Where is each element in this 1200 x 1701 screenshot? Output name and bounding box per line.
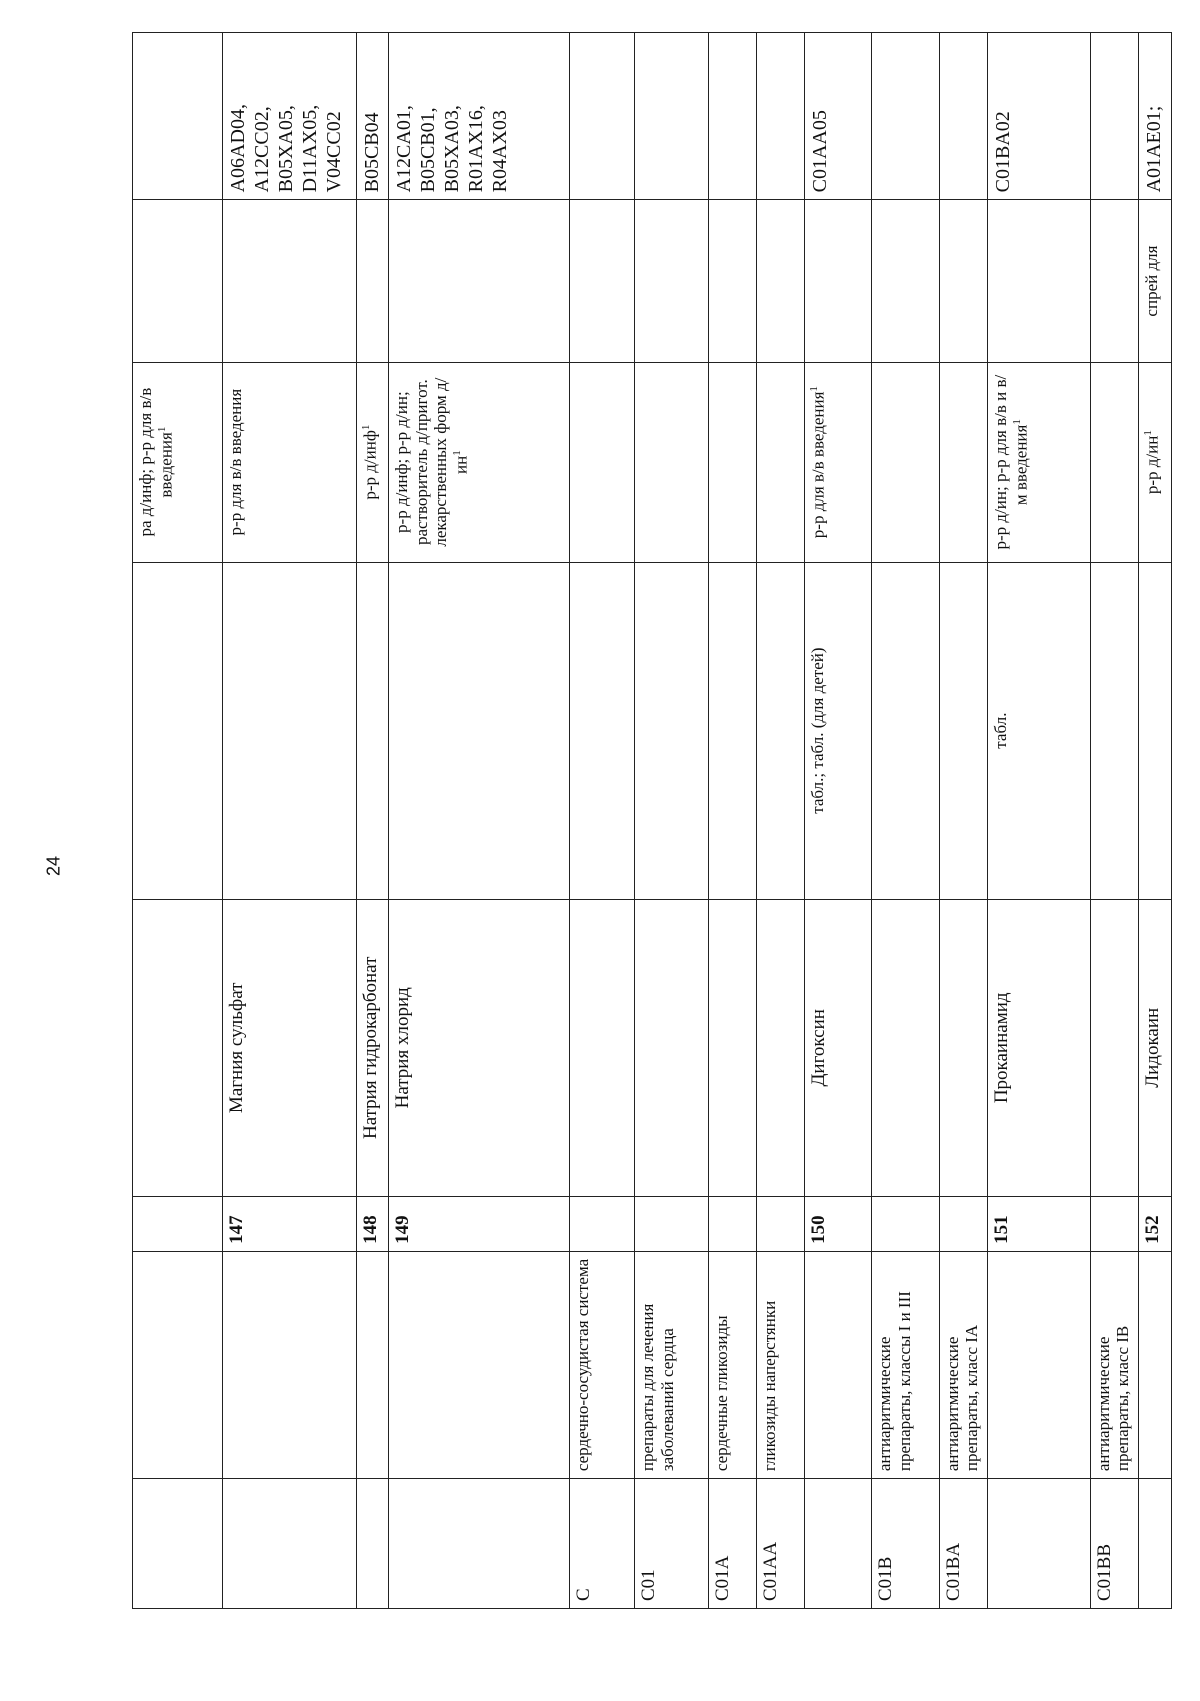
cell-empty — [569, 1196, 634, 1251]
cell-empty — [635, 899, 709, 1196]
cell-empty — [872, 899, 939, 1196]
cell-empty — [389, 1479, 570, 1609]
cell-empty — [133, 1251, 223, 1478]
cell-atc-group-code: C01 — [635, 1479, 709, 1609]
cell-empty — [756, 1196, 804, 1251]
cell-empty — [988, 200, 1091, 362]
cell-empty — [569, 899, 634, 1196]
cell-atc-code: C01AA05 — [805, 33, 872, 200]
cell-atc-group-code: C01AA — [756, 1479, 804, 1609]
cell-empty — [708, 33, 756, 200]
cell-empty — [356, 562, 389, 899]
cell-group-name: сердечно-сосудистая система — [569, 1251, 634, 1478]
cell-empty — [756, 562, 804, 899]
cell-empty — [872, 33, 939, 200]
cell-empty — [1139, 1251, 1172, 1478]
page-number: 24 — [43, 855, 64, 877]
cell-empty — [939, 1196, 987, 1251]
cell-form-inj: ра д/инф; р-р для в/в введения$^1$ — [133, 362, 223, 562]
cell-atc-code: C01BA02 — [988, 33, 1091, 200]
table-row — [988, 33, 1091, 1609]
cell-item-number: 149 — [389, 1196, 570, 1251]
cell-item-number: 152 — [1139, 1196, 1172, 1251]
cell-group-name: препараты для лечения заболеваний сердца — [635, 1251, 709, 1478]
cell-drug-name: Натрия гидрокарбонат — [356, 899, 389, 1196]
cell-empty — [133, 562, 223, 899]
cell-drug-name: Лидокаин — [1139, 899, 1172, 1196]
cell-atc-group-code: C01A — [708, 1479, 756, 1609]
cell-atc-code: A06AD04, A12CC02, B05XA05, D11AX05, V04CC02 — [223, 33, 356, 200]
cell-empty — [872, 362, 939, 562]
cell-empty — [939, 33, 987, 200]
table-row — [569, 33, 634, 1609]
cell-drug-name: Дигоксин — [805, 899, 872, 1196]
cell-group-name: антиаритмические препараты, классы I и III — [872, 1251, 939, 1478]
cell-form-inj: р-р д/инф$^1$ — [356, 362, 389, 562]
cell-empty — [756, 362, 804, 562]
cell-empty — [756, 200, 804, 362]
cell-empty — [569, 362, 634, 562]
cell-empty — [1090, 1196, 1138, 1251]
table-body — [133, 33, 1172, 1609]
cell-atc-code: A12CA01, B05CB01, B05XA03, R01AX16, R04AX03 — [389, 33, 570, 200]
cell-empty — [805, 1479, 872, 1609]
cell-form-inj: р-р д/инф; р-р д/ин; растворитель д/пригот. лекарственных форм $д/ин^1$ — [389, 362, 570, 562]
cell-empty — [805, 200, 872, 362]
table-row — [708, 33, 756, 1609]
drug-table — [132, 32, 1172, 1609]
cell-empty — [569, 33, 634, 200]
cell-group-name: антиаритмические препараты, класс IB — [1090, 1251, 1138, 1478]
table-row — [356, 33, 389, 1609]
cell-empty — [133, 899, 223, 1196]
cell-empty — [635, 562, 709, 899]
cell-empty — [356, 1251, 389, 1478]
cell-empty — [1090, 899, 1138, 1196]
cell-item-number: 147 — [223, 1196, 356, 1251]
table-row — [133, 33, 223, 1609]
cell-form-oral: табл. — [988, 562, 1091, 899]
cell-empty — [389, 200, 570, 362]
cell-empty — [708, 362, 756, 562]
cell-item-number: 150 — [805, 1196, 872, 1251]
cell-empty — [223, 1479, 356, 1609]
cell-empty — [939, 200, 987, 362]
cell-group-name: сердечные гликозиды — [708, 1251, 756, 1478]
cell-atc-code: A01AE01; — [1139, 33, 1172, 200]
cell-empty — [872, 1196, 939, 1251]
cell-form-inj: р-р д/ин; р-р для в/в и в/м введения$^1$ — [988, 362, 1091, 562]
cell-form-inj: р-р для в/в введения$^1$ — [805, 362, 872, 562]
table-row — [1139, 33, 1172, 1609]
cell-empty — [133, 1196, 223, 1251]
cell-empty — [1090, 200, 1138, 362]
cell-atc-group-code: C01BA — [939, 1479, 987, 1609]
cell-form-inj: р-р $д/ин^1$ — [1139, 362, 1172, 562]
cell-empty — [133, 33, 223, 200]
cell-empty — [389, 562, 570, 899]
table-row — [389, 33, 570, 1609]
table-rotator — [132, 32, 1172, 1609]
cell-atc-group-code: C01BB — [1090, 1479, 1138, 1609]
cell-empty — [756, 899, 804, 1196]
cell-empty — [939, 899, 987, 1196]
cell-form-inj: р-р для в/в введения — [223, 362, 356, 562]
cell-item-number: 151 — [988, 1196, 1091, 1251]
rotated-table-area — [132, 32, 1200, 1601]
table-row — [805, 33, 872, 1609]
cell-empty — [356, 200, 389, 362]
cell-empty — [708, 562, 756, 899]
table-row — [756, 33, 804, 1609]
cell-atc-code: B05CB04 — [356, 33, 389, 200]
cell-empty — [805, 1251, 872, 1478]
cell-empty — [133, 1479, 223, 1609]
cell-drug-name: Магния сульфат — [223, 899, 356, 1196]
table-row — [939, 33, 987, 1609]
cell-empty — [756, 33, 804, 200]
cell-empty — [988, 1251, 1091, 1478]
cell-empty — [223, 200, 356, 362]
cell-empty — [872, 200, 939, 362]
table-row — [872, 33, 939, 1609]
cell-empty — [1090, 33, 1138, 200]
table-row — [635, 33, 709, 1609]
cell-empty — [635, 1196, 709, 1251]
cell-empty — [223, 1251, 356, 1478]
cell-empty — [1139, 562, 1172, 899]
cell-group-name: гликозиды наперстянки — [756, 1251, 804, 1478]
cell-empty — [389, 1251, 570, 1478]
cell-empty — [1139, 1479, 1172, 1609]
table-row — [1090, 33, 1138, 1609]
cell-atc-group-code: C — [569, 1479, 634, 1609]
cell-empty — [635, 33, 709, 200]
cell-empty — [223, 562, 356, 899]
cell-drug-name: Прокаинамид — [988, 899, 1091, 1196]
cell-empty — [988, 1479, 1091, 1609]
cell-empty — [939, 562, 987, 899]
cell-empty — [872, 562, 939, 899]
cell-empty — [635, 200, 709, 362]
cell-group-name: антиаритмические препараты, класс IA — [939, 1251, 987, 1478]
cell-empty — [708, 200, 756, 362]
table-row — [223, 33, 356, 1609]
cell-empty — [356, 1479, 389, 1609]
cell-empty — [939, 362, 987, 562]
cell-empty — [708, 1196, 756, 1251]
cell-empty — [708, 899, 756, 1196]
cell-drug-name: Натрия хлорид — [389, 899, 570, 1196]
cell-form-oral: табл.; табл. (для детей) — [805, 562, 872, 899]
cell-empty — [569, 200, 634, 362]
cell-atc-group-code: C01B — [872, 1479, 939, 1609]
cell-empty — [133, 200, 223, 362]
cell-empty — [569, 562, 634, 899]
cell-form-spray: спрей для — [1139, 200, 1172, 362]
cell-item-number: 148 — [356, 1196, 389, 1251]
cell-empty — [635, 362, 709, 562]
cell-empty — [1090, 562, 1138, 899]
cell-empty — [1090, 362, 1138, 562]
